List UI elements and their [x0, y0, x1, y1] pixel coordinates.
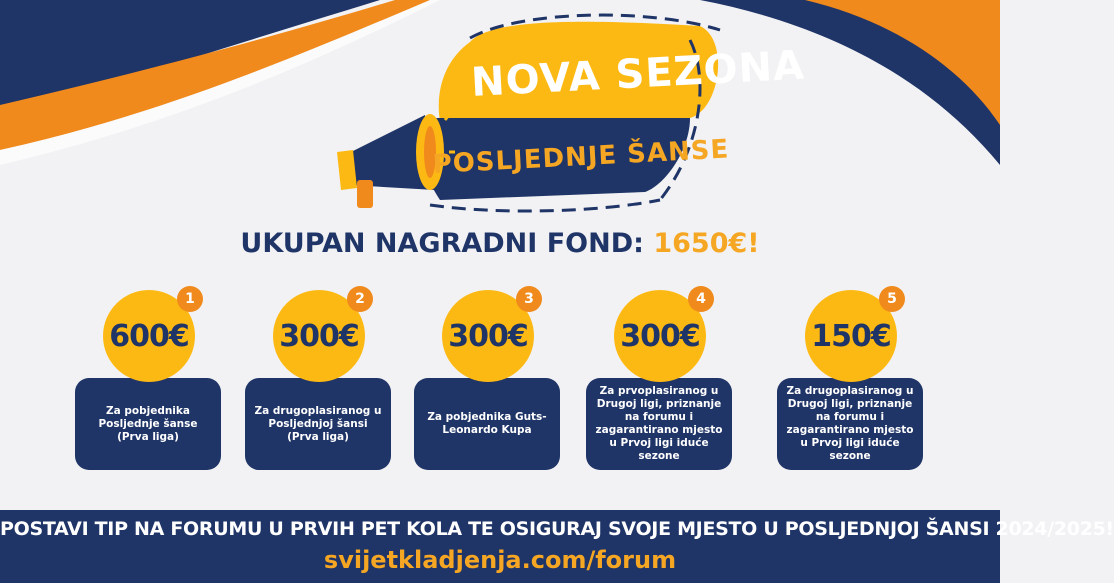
prize-rank-badge: 3: [516, 286, 542, 312]
footer-call-to-action: POSTAVI TIP NA FORUMU U PRVIH PET KOLA TE OSIGURAJ SVOJE MJESTO U POSLJEDNJOJ ŠANSI 2024/2025!: [0, 518, 1114, 540]
prize-fund-label: UKUPAN NAGRADNI FOND:: [240, 228, 644, 259]
headline-banner: [0, 0, 1000, 230]
prize-description: Za drugoplasiranog u Posljednjoj šansi (Prva liga): [245, 378, 391, 470]
prize-rank-badge: 1: [177, 286, 203, 312]
prize-card-5: [775, 290, 925, 470]
prize-description: Za pobjednika Guts-Leonardo Kupa: [414, 378, 560, 470]
prize-fund: [0, 228, 1000, 259]
prize-description: Za pobjednika Posljednje šanse (Prva liga): [75, 378, 221, 470]
prize-card-2: [243, 290, 393, 470]
prize-card-1: [73, 290, 223, 470]
prize-description: Za prvoplasiranog u Drugoj ligi, priznanje na forumu i zagarantirano mjesto u Prvoj ligi iduće sezone: [586, 378, 732, 470]
prize-description: Za drugoplasiranog u Drugoj ligi, priznanje na forumu i zagarantirano mjesto u Prvoj ligi iduće sezone: [777, 378, 923, 470]
prize-fund-amount: 1650€!: [653, 228, 760, 259]
prize-card-4: [584, 290, 734, 470]
prize-amount: 600€: [103, 290, 195, 382]
prize-rank-badge: 5: [879, 286, 905, 312]
prize-amount: 300€: [614, 290, 706, 382]
prize-rank-badge: 2: [347, 286, 373, 312]
headline-subtitle: POSLJEDNJE ŠANSE: [432, 134, 730, 180]
prize-amount: 300€: [442, 290, 534, 382]
footer-bar: [0, 510, 1114, 583]
prize-amount: 300€: [273, 290, 365, 382]
prize-amount: 150€: [805, 290, 897, 382]
prize-card-3: [412, 290, 562, 470]
headline-title: NOVA SEZONA: [470, 42, 807, 106]
forum-link[interactable]: svijetkladjenja.com/forum: [323, 546, 677, 574]
prize-rank-badge: 4: [688, 286, 714, 312]
